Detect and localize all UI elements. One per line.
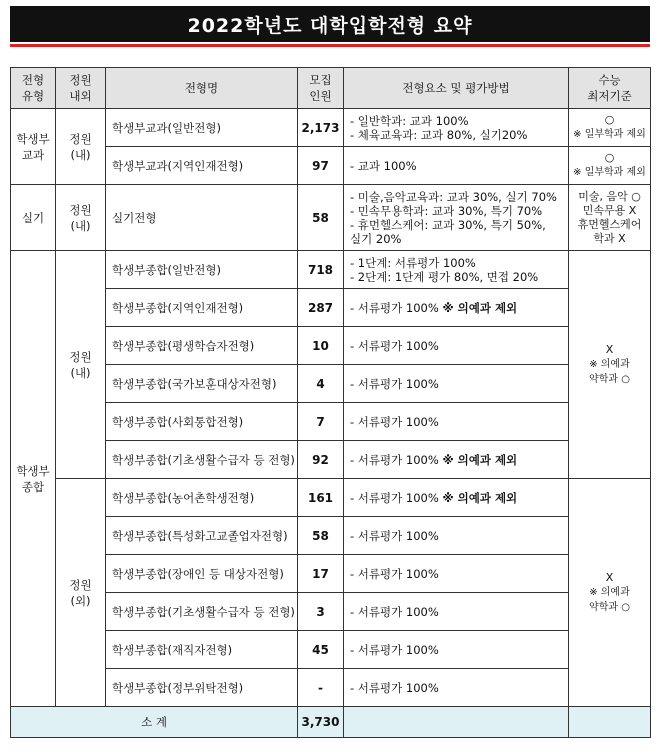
type-cell: 실기: [11, 185, 56, 251]
name-cell: 학생부교과(일반전형): [106, 109, 298, 147]
name-cell: 학생부교과(지역인재전형): [106, 147, 298, 185]
count-cell: 4: [298, 365, 344, 403]
table-row: [11, 289, 651, 327]
method-cell: - 서류평가 100% ※ 의예과 제외: [344, 289, 569, 327]
name-cell: 학생부종합(일반전형): [106, 251, 298, 289]
quota-cell: 정원 (내): [56, 185, 106, 251]
table-row: [11, 517, 651, 555]
table-row: [11, 365, 651, 403]
table-row: [11, 555, 651, 593]
name-cell: 학생부종합(특성화고교졸업자전형): [106, 517, 298, 555]
table-row: [11, 185, 651, 251]
method-cell: - 서류평가 100% ※ 의예과 제외: [344, 441, 569, 479]
header-method: 전형요소 및 평가방법: [344, 68, 569, 109]
method-cell: - 서류평가 100%: [344, 631, 569, 669]
count-cell: 10: [298, 327, 344, 365]
count-cell: 2,173: [298, 109, 344, 147]
name-cell: 학생부종합(기초생활수급자 등 전형): [106, 593, 298, 631]
table-row: [11, 403, 651, 441]
csat-cell: ○ ※ 일부학과 제외: [569, 147, 651, 185]
count-cell: 3: [298, 593, 344, 631]
name-cell: 학생부종합(기초생활수급자 등 전형): [106, 441, 298, 479]
csat-cell: X ※ 의예과 약학과 ○: [569, 251, 651, 479]
table-row: [11, 251, 651, 289]
type-cell: 학생부 교과: [11, 109, 56, 185]
subtotal-empty: [344, 707, 569, 738]
subtotal-row: [11, 707, 651, 738]
method-cell: - 교과 100%: [344, 147, 569, 185]
quota-cell: 정원 (내): [56, 251, 106, 479]
count-cell: 58: [298, 517, 344, 555]
method-cell: - 서류평가 100%: [344, 669, 569, 707]
method-cell: - 서류평가 100%: [344, 365, 569, 403]
name-cell: 학생부종합(농어촌학생전형): [106, 479, 298, 517]
count-cell: 97: [298, 147, 344, 185]
header-csat: 수능 최저기준: [569, 68, 651, 109]
name-cell: 학생부종합(장애인 등 대상자전형): [106, 555, 298, 593]
name-cell: 학생부종합(국가보훈대상자전형): [106, 365, 298, 403]
name-cell: 학생부종합(사회통합전형): [106, 403, 298, 441]
title-underline: [10, 44, 650, 47]
name-cell: 학생부종합(정부위탁전형): [106, 669, 298, 707]
header-name: 전형명: [106, 68, 298, 109]
count-cell: 287: [298, 289, 344, 327]
method-cell: - 1단계: 서류평가 100% - 2단계: 1단계 평가 80%, 면접 20%: [344, 251, 569, 289]
subtotal-value: 3,730: [298, 707, 344, 738]
header-count: 모집 인원: [298, 68, 344, 109]
table-row: [11, 479, 651, 517]
table-row: [11, 669, 651, 707]
table-row: [11, 441, 651, 479]
method-cell: - 미술,음악교육과: 교과 30%, 실기 70% - 민속무용학과: 교과 30%, 특기 70% - 휴먼헬스케어: 교과 30%, 특기 50%, 실기 20%: [344, 185, 569, 251]
count-cell: -: [298, 669, 344, 707]
method-cell: - 서류평가 100% ※ 의예과 제외: [344, 479, 569, 517]
name-cell: 학생부종합(평생학습자전형): [106, 327, 298, 365]
method-cell: - 서류평가 100%: [344, 517, 569, 555]
subtotal-empty: [569, 707, 651, 738]
quota-cell: 정원 (내): [56, 109, 106, 185]
method-cell: - 서류평가 100%: [344, 403, 569, 441]
name-cell: 실기전형: [106, 185, 298, 251]
admission-summary-table: [10, 67, 651, 738]
count-cell: 58: [298, 185, 344, 251]
method-cell: - 서류평가 100%: [344, 327, 569, 365]
count-cell: 7: [298, 403, 344, 441]
method-cell: - 일반학과: 교과 100% - 체육교육과: 교과 80%, 실기20%: [344, 109, 569, 147]
count-cell: 92: [298, 441, 344, 479]
header-type: 전형 유형: [11, 68, 56, 109]
quota-cell: 정원 (외): [56, 479, 106, 707]
header-quota: 정원 내외: [56, 68, 106, 109]
table-row: [11, 593, 651, 631]
count-cell: 161: [298, 479, 344, 517]
count-cell: 718: [298, 251, 344, 289]
name-cell: 학생부종합(재직자전형): [106, 631, 298, 669]
csat-cell: 미술, 음악 ○ 민속무용 X 휴먼헬스케어 학과 X: [569, 185, 651, 251]
page-title: 2022학년도 대학입학전형 요약: [187, 14, 473, 37]
csat-cell: X ※ 의예과 약학과 ○: [569, 479, 651, 707]
header-row: [11, 68, 651, 109]
table-row: [11, 631, 651, 669]
method-cell: - 서류평가 100%: [344, 555, 569, 593]
count-cell: 45: [298, 631, 344, 669]
table-row: [11, 327, 651, 365]
name-cell: 학생부종합(지역인재전형): [106, 289, 298, 327]
table-row: [11, 109, 651, 147]
method-cell: - 서류평가 100%: [344, 593, 569, 631]
title-bar: [10, 6, 650, 42]
count-cell: 17: [298, 555, 344, 593]
type-cell: 학생부 종합: [11, 251, 56, 707]
subtotal-label: 소 계: [11, 707, 298, 738]
table-row: [11, 147, 651, 185]
csat-cell: ○ ※ 일부학과 제외: [569, 109, 651, 147]
